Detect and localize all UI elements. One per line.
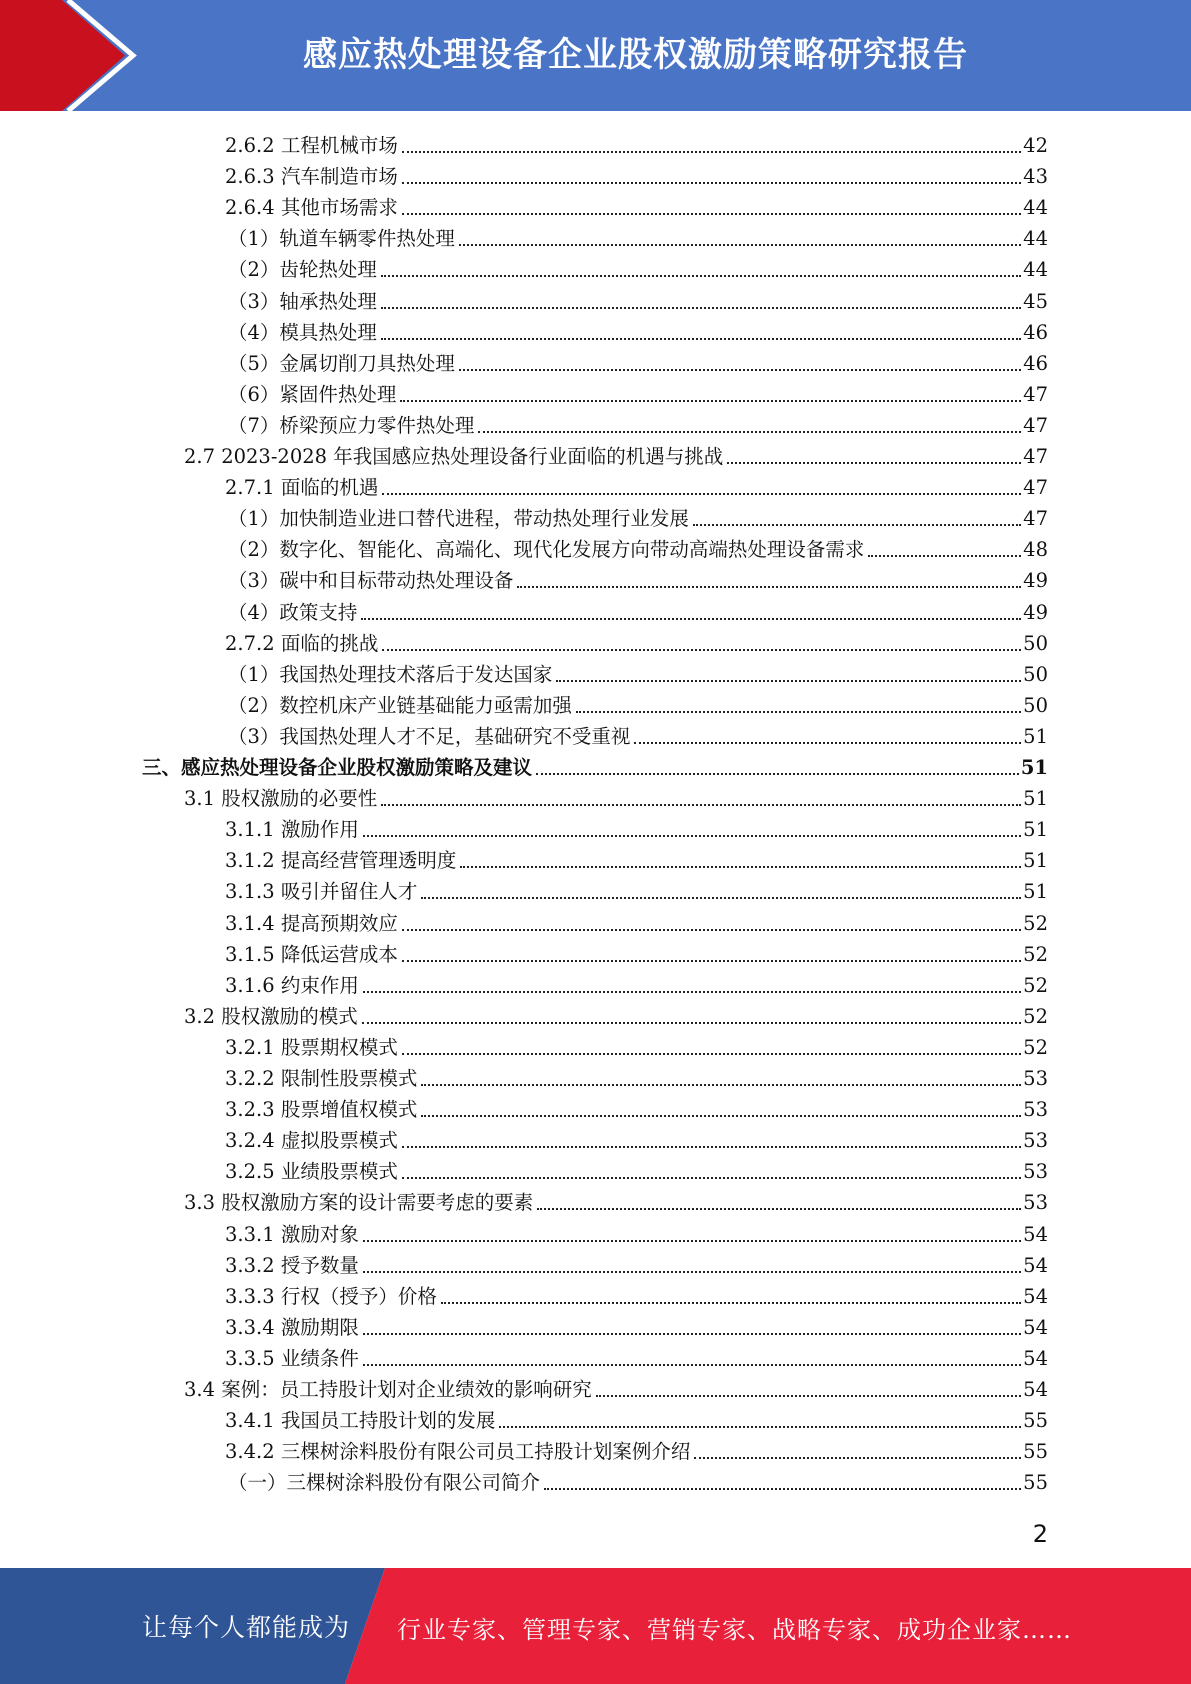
toc-entry[interactable] bbox=[184, 781, 1048, 812]
footer-tagline: 行业专家、管理专家、营销专家、战略专家、成功企业家…… bbox=[397, 1616, 1072, 1644]
toc-entry-title: （3）碳中和目标带动热处理设备 bbox=[228, 569, 514, 593]
toc-entry-page: 53 bbox=[1023, 1067, 1048, 1090]
toc-entry[interactable] bbox=[225, 1030, 1048, 1061]
toc-entry-page: 53 bbox=[1023, 1129, 1048, 1153]
toc-dot-leader bbox=[363, 991, 1021, 993]
toc-entry[interactable] bbox=[225, 128, 1048, 159]
toc-entry-page: 55 bbox=[1023, 1471, 1048, 1495]
toc-entry-page: 47 bbox=[1023, 445, 1048, 468]
toc-dot-leader bbox=[556, 680, 1021, 682]
toc-entry-page: 54 bbox=[1023, 1222, 1048, 1246]
toc-entry-title: （4）模具热处理 bbox=[228, 320, 377, 344]
toc-entry[interactable] bbox=[228, 315, 1048, 346]
toc-entry[interactable] bbox=[228, 346, 1048, 377]
toc-entry[interactable] bbox=[225, 937, 1048, 968]
toc-entry-title: 3.2.5 业绩股票模式 bbox=[225, 1160, 398, 1184]
toc-entry-page: 47 bbox=[1023, 413, 1048, 437]
toc-entry-title: 三、感应热处理设备企业股权激励策略及建议 bbox=[142, 756, 533, 779]
toc-entry-page: 52 bbox=[1023, 1035, 1048, 1059]
toc-dot-leader bbox=[361, 618, 1021, 620]
toc-entry-page: 46 bbox=[1023, 320, 1048, 344]
toc-entry[interactable] bbox=[225, 626, 1048, 657]
toc-entry[interactable] bbox=[225, 1279, 1048, 1310]
toc-entry-page: 48 bbox=[1023, 538, 1048, 562]
toc-dot-leader bbox=[402, 213, 1021, 215]
toc-entry[interactable] bbox=[142, 750, 1048, 781]
toc-dot-leader bbox=[576, 711, 1021, 713]
toc-entry-page: 52 bbox=[1023, 973, 1048, 997]
toc-entry-page: 53 bbox=[1023, 1191, 1048, 1215]
toc-dot-leader bbox=[536, 773, 1019, 775]
toc-entry[interactable] bbox=[228, 408, 1048, 439]
toc-entry-page: 47 bbox=[1023, 507, 1048, 531]
toc-entry-title: 3.2.1 股票期权模式 bbox=[225, 1035, 398, 1059]
toc-entry-title: 3.3.5 业绩条件 bbox=[225, 1346, 359, 1370]
toc-entry[interactable] bbox=[225, 906, 1048, 937]
toc-dot-leader bbox=[727, 462, 1021, 464]
toc-dot-leader bbox=[459, 369, 1021, 371]
toc-entry[interactable] bbox=[228, 501, 1048, 532]
toc-entry[interactable] bbox=[225, 843, 1048, 874]
toc-entry-page: 51 bbox=[1023, 818, 1048, 842]
toc-entry[interactable] bbox=[225, 159, 1048, 190]
toc-entry[interactable] bbox=[225, 1310, 1048, 1341]
toc-entry-page: 54 bbox=[1023, 1378, 1048, 1401]
toc-entry-page: 50 bbox=[1023, 693, 1048, 717]
toc-entry-page: 52 bbox=[1023, 942, 1048, 966]
toc-entry-title: 2.7.1 面临的机遇 bbox=[225, 476, 379, 500]
toc-entry-title: 2.7 2023-2028 年我国感应热处理设备行业面临的机遇与挑战 bbox=[184, 445, 724, 468]
toc-dot-leader bbox=[868, 555, 1021, 557]
toc-entry[interactable] bbox=[228, 657, 1048, 688]
toc-entry-page: 47 bbox=[1023, 382, 1048, 406]
toc-entry[interactable] bbox=[225, 874, 1048, 905]
toc-entry-page: 50 bbox=[1023, 662, 1048, 686]
toc-dot-leader bbox=[459, 244, 1021, 246]
toc-dot-leader bbox=[478, 431, 1021, 433]
header-red-arrow-shape bbox=[0, 0, 125, 111]
toc-entry-page: 47 bbox=[1023, 476, 1048, 500]
toc-entry-title: 3.1.5 降低运营成本 bbox=[225, 942, 398, 966]
toc-dot-leader bbox=[544, 1488, 1021, 1490]
toc-dot-leader bbox=[634, 742, 1021, 744]
toc-entry[interactable] bbox=[225, 470, 1048, 501]
toc-dot-leader bbox=[441, 1302, 1021, 1304]
toc-entry[interactable] bbox=[228, 532, 1048, 563]
toc-entry-title: （6）紧固件热处理 bbox=[228, 382, 397, 406]
toc-entry-title: 3.4 案例：员工持股计划对企业绩效的影响研究 bbox=[184, 1378, 592, 1401]
toc-entry-title: （2）齿轮热处理 bbox=[228, 258, 377, 282]
toc-entry[interactable] bbox=[228, 595, 1048, 626]
toc-entry-title: 2.6.3 汽车制造市场 bbox=[225, 165, 398, 189]
toc-dot-leader bbox=[402, 929, 1021, 931]
toc-entry-page: 51 bbox=[1020, 756, 1048, 779]
toc-entry[interactable] bbox=[228, 719, 1048, 750]
toc-entry[interactable] bbox=[184, 999, 1048, 1030]
toc-entry-title: 3.3.2 授予数量 bbox=[225, 1253, 359, 1277]
toc-entry-page: 44 bbox=[1023, 227, 1048, 251]
toc-entry-title: 2.6.2 工程机械市场 bbox=[225, 134, 398, 157]
toc-entry[interactable] bbox=[228, 1465, 1048, 1496]
toc-entry-title: （一）三棵树涂料股份有限公司简介 bbox=[228, 1471, 541, 1495]
toc-entry[interactable] bbox=[225, 1123, 1048, 1154]
toc-entry-page: 44 bbox=[1023, 196, 1048, 220]
toc-entry[interactable] bbox=[225, 1403, 1048, 1434]
toc-entry-title: （1）加快制造业进口替代进程，带动热处理行业发展 bbox=[228, 507, 689, 531]
toc-dot-leader bbox=[363, 835, 1021, 837]
toc-entry-title: 2.7.2 面临的挑战 bbox=[225, 631, 379, 655]
toc-entry[interactable] bbox=[228, 563, 1048, 594]
toc-entry-title: 3.2.3 股票增值权模式 bbox=[225, 1098, 418, 1122]
toc-entry[interactable] bbox=[225, 1434, 1048, 1465]
toc-entry-page: 49 bbox=[1023, 600, 1048, 624]
toc-entry-title: 3.1.2 提高经营管理透明度 bbox=[225, 849, 457, 873]
toc-entry[interactable] bbox=[184, 1185, 1048, 1216]
toc-entry-title: 3.1 股权激励的必要性 bbox=[184, 787, 378, 811]
report-title: 感应热处理设备企业股权激励策略研究报告 bbox=[303, 35, 968, 75]
toc-dot-leader bbox=[400, 400, 1021, 402]
toc-entry-title: 3.3.4 激励期限 bbox=[225, 1315, 359, 1339]
toc-dot-leader bbox=[381, 307, 1021, 309]
toc-dot-leader bbox=[382, 649, 1021, 651]
toc-entry-title: 3.1.4 提高预期效应 bbox=[225, 911, 398, 935]
toc-entry-page: 46 bbox=[1023, 351, 1048, 375]
toc-entry[interactable] bbox=[228, 688, 1048, 719]
report-header bbox=[0, 0, 1191, 111]
toc-entry-title: （3）轴承热处理 bbox=[228, 289, 377, 313]
toc-entry[interactable] bbox=[228, 284, 1048, 315]
toc-entry-page: 52 bbox=[1023, 1004, 1048, 1028]
toc-entry[interactable] bbox=[228, 252, 1048, 283]
toc-dot-leader bbox=[402, 1053, 1021, 1055]
toc-entry[interactable] bbox=[228, 377, 1048, 408]
toc-entry-page: 51 bbox=[1023, 724, 1048, 748]
toc-dot-leader bbox=[381, 804, 1021, 806]
toc-entry-title: （1）轨道车辆零件热处理 bbox=[228, 227, 455, 251]
toc-entry-title: 3.3.3 行权（授予）价格 bbox=[225, 1284, 437, 1308]
toc-entry-title: 3.2.2 限制性股票模式 bbox=[225, 1067, 418, 1090]
toc-dot-leader bbox=[421, 897, 1021, 899]
toc-entry-page: 55 bbox=[1023, 1440, 1048, 1464]
toc-dot-leader bbox=[499, 1426, 1021, 1428]
toc-entry-page: 53 bbox=[1023, 1098, 1048, 1122]
toc-dot-leader bbox=[362, 1022, 1021, 1024]
toc-entry-page: 42 bbox=[1023, 134, 1048, 157]
toc-entry-title: 3.3 股权激励方案的设计需要考虑的要素 bbox=[184, 1191, 534, 1215]
toc-dot-leader bbox=[381, 275, 1021, 277]
toc-entry-page: 52 bbox=[1023, 911, 1048, 935]
toc-dot-leader bbox=[517, 586, 1021, 588]
toc-entry-title: 3.3.1 激励对象 bbox=[225, 1222, 359, 1246]
toc-entry-page: 54 bbox=[1023, 1315, 1048, 1339]
header-red-arrow-graphic bbox=[0, 0, 155, 111]
toc-dot-leader bbox=[363, 1240, 1021, 1242]
toc-entry-title: （1）我国热处理技术落后于发达国家 bbox=[228, 662, 553, 686]
toc-entry[interactable] bbox=[225, 1248, 1048, 1279]
toc-entry[interactable] bbox=[225, 1217, 1048, 1248]
toc-entry[interactable] bbox=[184, 1372, 1048, 1403]
toc-entry-page: 51 bbox=[1023, 849, 1048, 873]
toc-entry-title: 3.1.6 约束作用 bbox=[225, 973, 359, 997]
toc-entry-page: 54 bbox=[1023, 1253, 1048, 1277]
page-number: 2 bbox=[1032, 1520, 1048, 1548]
toc-entry-page: 54 bbox=[1023, 1284, 1048, 1308]
toc-dot-leader bbox=[460, 866, 1021, 868]
toc-dot-leader bbox=[363, 1333, 1021, 1335]
toc-entry[interactable] bbox=[228, 221, 1048, 252]
toc-entry-title: 3.4.2 三棵树涂料股份有限公司员工持股计划案例介绍 bbox=[225, 1440, 691, 1464]
toc-entry-title: （4）政策支持 bbox=[228, 600, 358, 624]
toc-entry[interactable] bbox=[184, 439, 1048, 470]
toc-dot-leader bbox=[402, 1146, 1021, 1148]
toc-entry[interactable] bbox=[225, 190, 1048, 221]
toc-dot-leader bbox=[402, 151, 1021, 153]
toc-entry-page: 55 bbox=[1023, 1409, 1048, 1433]
toc-entry[interactable] bbox=[225, 1092, 1048, 1123]
toc-dot-leader bbox=[693, 524, 1021, 526]
toc-dot-leader bbox=[363, 1364, 1021, 1366]
toc-dot-leader bbox=[421, 1115, 1021, 1117]
toc-dot-leader bbox=[402, 960, 1021, 962]
toc-entry-title: （5）金属切削刀具热处理 bbox=[228, 351, 455, 375]
toc-entry-page: 45 bbox=[1023, 289, 1048, 313]
toc-dot-leader bbox=[421, 1084, 1021, 1086]
toc-dot-leader bbox=[537, 1208, 1021, 1210]
toc-entry-page: 43 bbox=[1023, 165, 1048, 189]
toc-entry-page: 51 bbox=[1023, 787, 1048, 811]
toc-entry-title: 3.2.4 虚拟股票模式 bbox=[225, 1129, 398, 1153]
toc-entry-title: 2.6.4 其他市场需求 bbox=[225, 196, 398, 220]
toc-entry-page: 49 bbox=[1023, 569, 1048, 593]
toc-entry-page: 54 bbox=[1023, 1346, 1048, 1370]
toc-entry[interactable] bbox=[225, 968, 1048, 999]
toc-entry-page: 50 bbox=[1023, 631, 1048, 655]
toc-entry-title: （2）数控机床产业链基础能力亟需加强 bbox=[228, 693, 572, 717]
toc-entry-title: 3.2 股权激励的模式 bbox=[184, 1004, 358, 1028]
toc-entry-title: （3）我国热处理人才不足，基础研究不受重视 bbox=[228, 724, 631, 748]
toc-entry-title: 3.4.1 我国员工持股计划的发展 bbox=[225, 1409, 496, 1433]
toc-entry[interactable] bbox=[225, 1341, 1048, 1372]
toc-entry-title: （2）数字化、智能化、高端化、现代化发展方向带动高端热处理设备需求 bbox=[228, 538, 865, 562]
toc-entry-page: 53 bbox=[1023, 1160, 1048, 1184]
toc-entry-page: 51 bbox=[1023, 880, 1048, 904]
toc-dot-leader bbox=[382, 493, 1021, 495]
toc-dot-leader bbox=[381, 338, 1021, 340]
toc-entry-title: 3.1.1 激励作用 bbox=[225, 818, 359, 842]
toc-entry[interactable] bbox=[225, 1061, 1048, 1092]
toc-entry-title: （7）桥梁预应力零件热处理 bbox=[228, 413, 475, 437]
toc-dot-leader bbox=[596, 1395, 1021, 1397]
toc-dot-leader bbox=[402, 182, 1021, 184]
toc-dot-leader bbox=[694, 1457, 1021, 1459]
footer-slogan: 让每个人都能成为 bbox=[142, 1613, 351, 1642]
toc-dot-leader bbox=[363, 1271, 1021, 1273]
toc-entry-page: 44 bbox=[1023, 258, 1048, 282]
toc-dot-leader bbox=[402, 1177, 1021, 1179]
toc-entry[interactable] bbox=[225, 1154, 1048, 1185]
toc-entry-title: 3.1.3 吸引并留住人才 bbox=[225, 880, 418, 904]
toc-entry[interactable] bbox=[225, 812, 1048, 843]
